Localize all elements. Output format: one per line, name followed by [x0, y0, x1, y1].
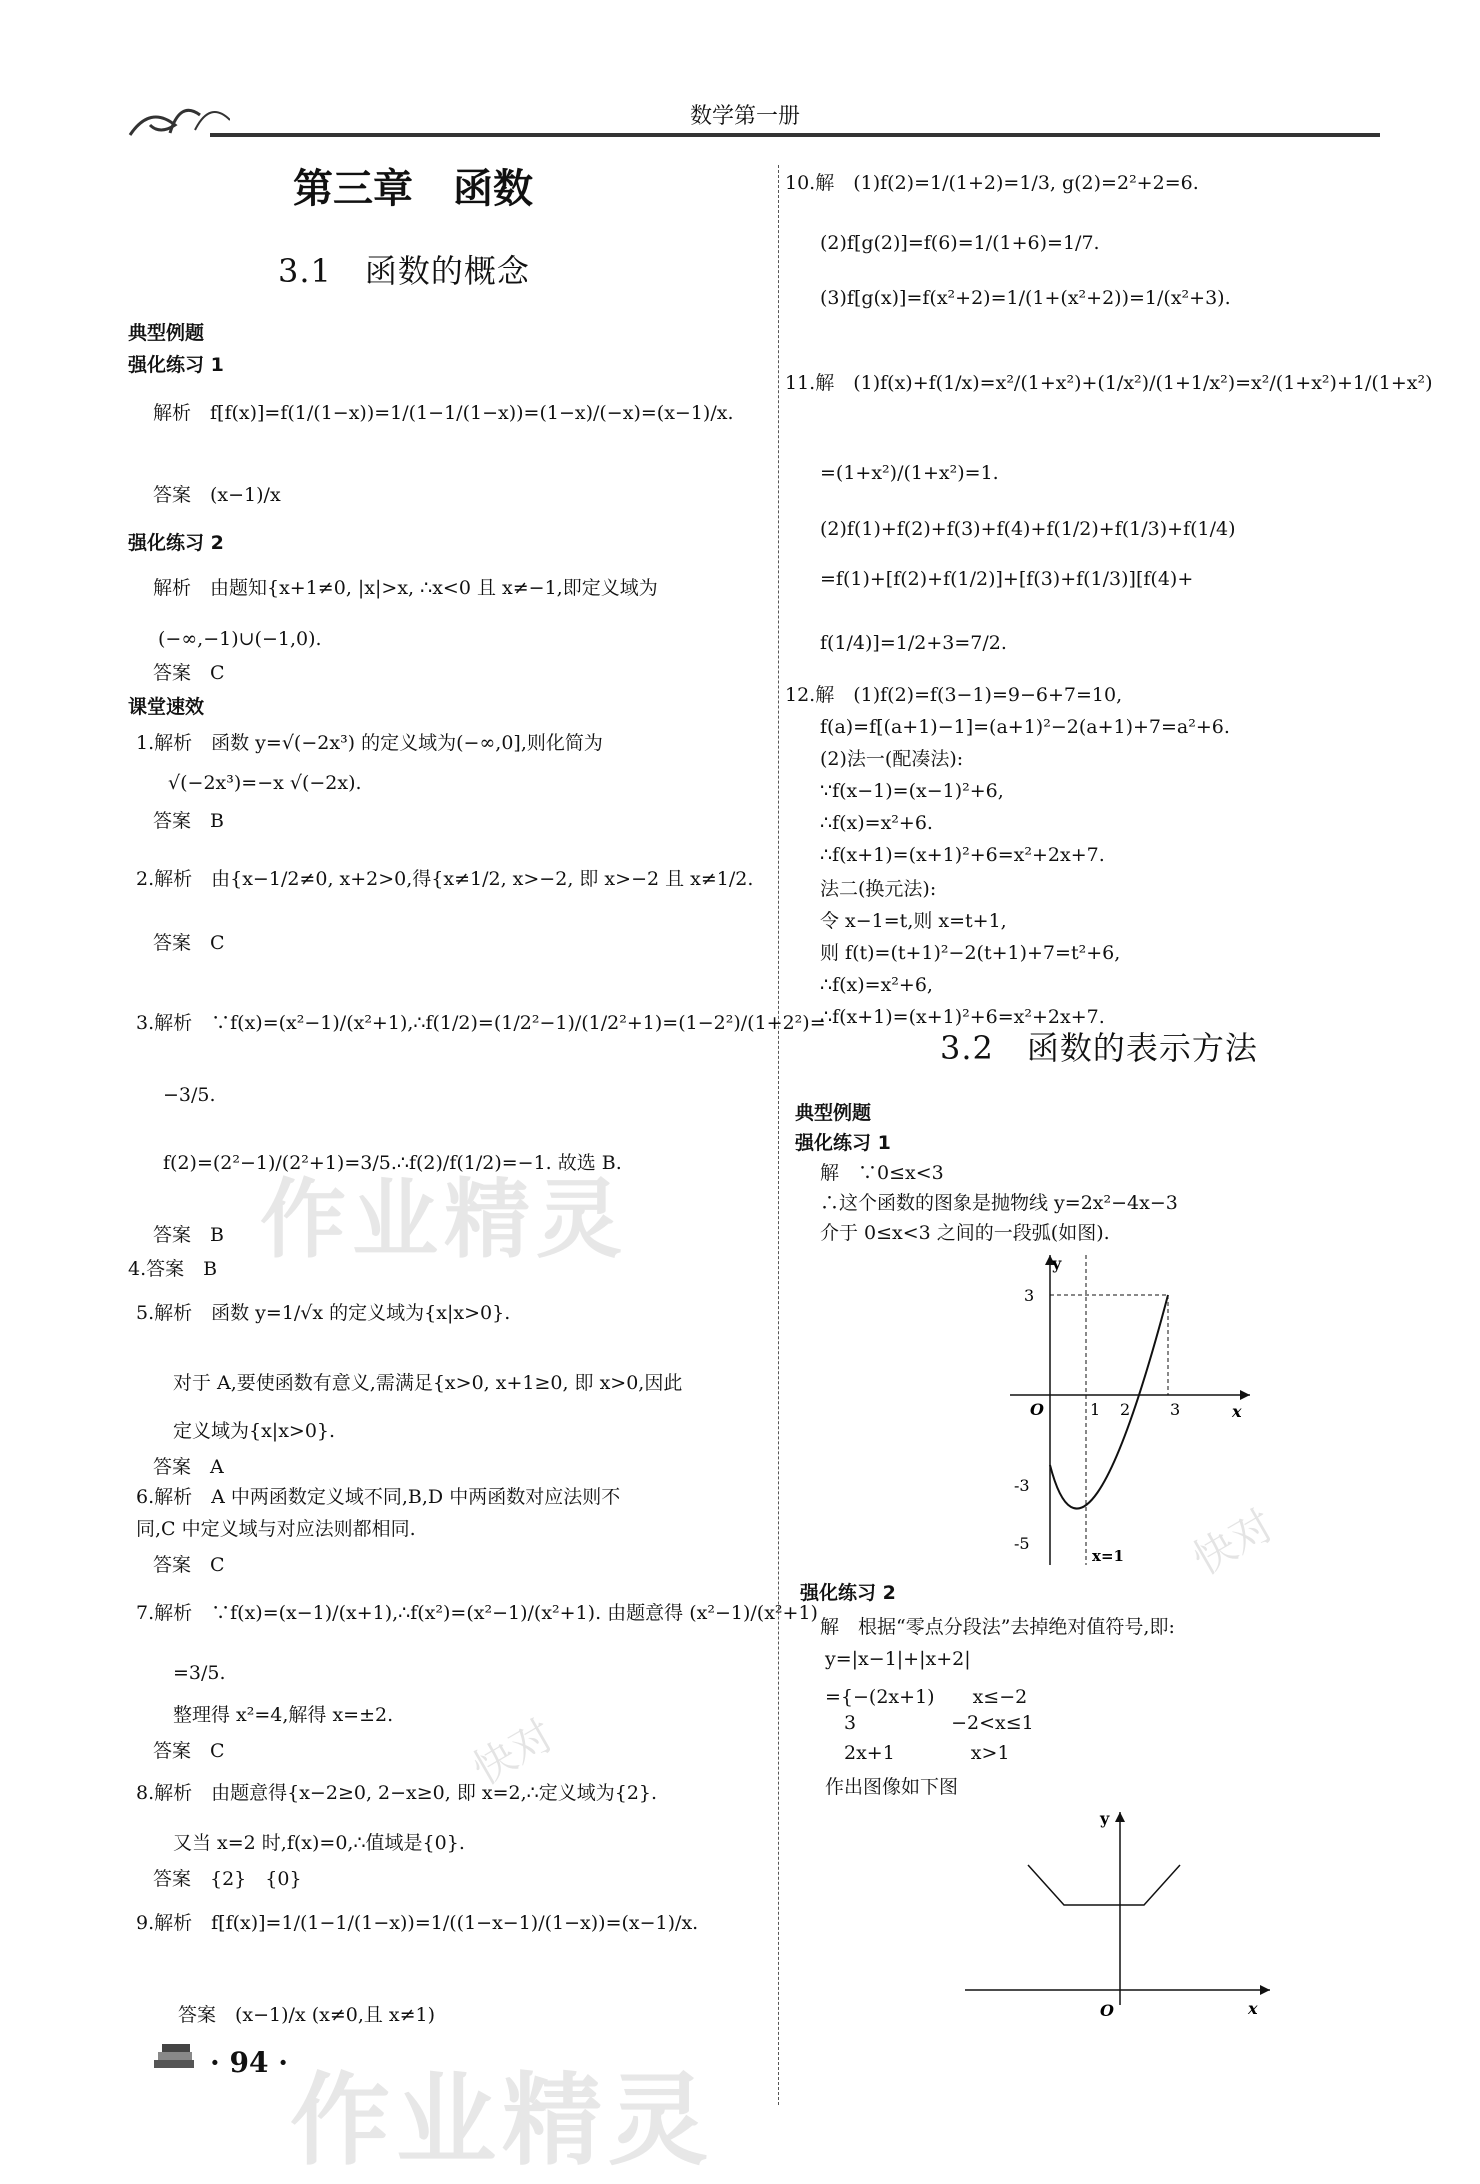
- rightTop-line: ∴f(x+1)=(x+1)²+6=x²+2x+7.: [820, 844, 1105, 866]
- abs-value-curve: [1028, 1865, 1180, 1905]
- rightBot-line: 解 根据“零点分段法”去掉绝对值符号,即:: [820, 1616, 1175, 1638]
- leftLines-line: 同,C 中定义域与对应法则都相同.: [136, 1518, 416, 1540]
- rightMid-line: 解 ∵0≤x<3: [820, 1162, 944, 1184]
- parabola-curve: [1050, 1295, 1168, 1509]
- leftLines-line: 答案 C: [153, 1740, 225, 1762]
- graph2-x-label: x: [1248, 1999, 1258, 2018]
- page-number: · 94 ·: [210, 2046, 288, 2079]
- tick-y-3: 3: [1024, 1286, 1035, 1305]
- rightMid-line: 介于 0≤x<3 之间的一段弧(如图).: [820, 1222, 1110, 1244]
- column-divider: [778, 165, 779, 2105]
- section-title: 3.1 函数的概念: [278, 252, 530, 290]
- rightTop-line: ∴f(x)=x²+6,: [820, 974, 933, 996]
- leftLines-line: 2.解析 由{x−1/2≠0, x+2>0,得{x≠1/2, x>−2, 即 x>−2 且 x≠1/2.: [136, 868, 754, 890]
- rightBot-line: ={−(2x+1) x≤−2: [825, 1686, 1028, 1708]
- vertex-label: x=1: [1092, 1547, 1124, 1565]
- leftLines-line: 对于 A,要使函数有意义,需满足{x>0, x+1≥0, 即 x>0,因此: [173, 1372, 683, 1394]
- tick-y-neg3: -3: [1014, 1476, 1030, 1495]
- tick-x-1: 1: [1090, 1400, 1101, 1419]
- decorative-logo-icon: [120, 95, 230, 145]
- rightTop-line: ∴f(x+1)=(x+1)²+6=x²+2x+7.: [820, 1006, 1105, 1028]
- rightTop-line: =f(1)+[f(2)+f(1/2)]+[f(3)+f(1/3)][f(4)+: [820, 568, 1194, 590]
- leftLines-line: 4.答案 B: [128, 1258, 218, 1280]
- rightBot-line: 作出图像如下图: [825, 1776, 959, 1798]
- rightMid-line: 强化练习 1: [795, 1132, 891, 1154]
- leftLines-line: 强化练习 1: [128, 354, 224, 376]
- leftLines-line: 3.解析 ∵f(x)=(x²−1)/(x²+1),∴f(1/2)=(1/2²−1)/(1/2²+1)=(1−2²)/(1+2²)=: [136, 1012, 826, 1034]
- leftLines-line: 典型例题: [128, 322, 205, 344]
- leftLines-line: −3/5.: [163, 1084, 216, 1106]
- rightTop-line: =(1+x²)/(1+x²)=1.: [820, 462, 999, 484]
- abs-value-graph: [960, 1810, 1280, 2030]
- graph2-y-arrow-icon: [1115, 1812, 1125, 1822]
- rightTop-line: (2)f[g(2)]=f(6)=1/(1+6)=1/7.: [820, 232, 1100, 254]
- leftLines-line: 答案 A: [153, 1456, 224, 1478]
- book-title: 数学第一册: [690, 104, 801, 129]
- books-icon: [150, 2040, 200, 2080]
- leftLines-line: 6.解析 A 中两函数定义域不同,B,D 中两函数对应法则不: [136, 1486, 621, 1508]
- rightBot-line: 2x+1 x>1: [825, 1742, 1010, 1764]
- rightTop-line: 12.解 (1)f(2)=f(3−1)=9−6+7=10,: [785, 684, 1123, 706]
- graph2-x-arrow-icon: [1260, 1985, 1270, 1995]
- header-rule: [210, 133, 1380, 137]
- leftLines-line: 课堂速效: [128, 696, 205, 718]
- leftLines-line: f(2)=(2²−1)/(2²+1)=3/5.∴f(2)/f(1/2)=−1. 故选 B.: [163, 1152, 622, 1174]
- leftLines-line: 强化练习 2: [128, 532, 224, 554]
- rightTop-line: f(a)=f[(a+1)−1]=(a+1)²−2(a+1)+7=a²+6.: [820, 716, 1230, 738]
- graph2-y-label: y: [1100, 1810, 1110, 1828]
- rightTop-line: (2)f(1)+f(2)+f(3)+f(4)+f(1/2)+f(1/3)+f(1/4): [820, 518, 1236, 540]
- leftLines-line: 答案 C: [153, 1554, 225, 1576]
- leftLines-line: 又当 x=2 时,f(x)=0,∴值域是{0}.: [173, 1832, 465, 1854]
- leftLines-line: 整理得 x²=4,解得 x=±2.: [173, 1704, 394, 1726]
- rightMid-line: 典型例题: [795, 1102, 872, 1124]
- page-header: [120, 95, 1380, 145]
- leftLines-line: 答案 (x−1)/x: [153, 484, 281, 506]
- leftLines-line: 7.解析 ∵f(x)=(x−1)/(x+1),∴f(x²)=(x²−1)/(x²+1). 由题意得 (x²−1)/(x²+1): [136, 1602, 818, 1624]
- watermark: 作业精灵: [260, 1170, 628, 1270]
- leftLines-line: 答案 B: [153, 810, 224, 832]
- section-title-3-2: 3.2 函数的表示方法: [940, 1029, 1258, 1067]
- rightTop-line: f(1/4)]=1/2+3=7/2.: [820, 632, 1007, 654]
- tick-y-neg5: -5: [1014, 1534, 1030, 1553]
- leftLines-line: 解析 由题知{x+1≠0, |x|>x, ∴x<0 且 x≠−1,即定义域为: [153, 577, 658, 599]
- tick-x-3: 3: [1170, 1400, 1181, 1419]
- rightTop-line: 法二(换元法):: [820, 878, 937, 900]
- rightTop-line: 10.解 (1)f(2)=1/(1+2)=1/3, g(2)=2²+2=6.: [785, 172, 1199, 194]
- leftLines-line: 答案 C: [153, 662, 225, 684]
- rightTop-line: 则 f(t)=(t+1)²−2(t+1)+7=t²+6,: [820, 942, 1121, 964]
- rightMid-line: ∴这个函数的图象是抛物线 y=2x²−4x−3: [820, 1192, 1178, 1214]
- leftLines-line: 答案 (x−1)/x (x≠0,且 x≠1): [178, 2004, 436, 2026]
- rightTop-line: (3)f[g(x)]=f(x²+2)=1/(1+(x²+2))=1/(x²+3).: [820, 287, 1231, 309]
- graph2-origin: O: [1100, 2001, 1114, 2020]
- watermark-bottom: 作业精灵: [290, 2062, 714, 2179]
- rightTop-line: 令 x−1=t,则 x=t+1,: [820, 910, 1007, 932]
- leftLines-line: 定义域为{x|x>0}.: [173, 1420, 336, 1442]
- rightTop-line: 11.解 (1)f(x)+f(1/x)=x²/(1+x²)+(1/x²)/(1+1/x²)=x²/(1+x²)+1/(1+x²): [785, 372, 1433, 394]
- x-arrow-icon: [1240, 1390, 1250, 1400]
- rightTop-line: (2)法一(配凑法):: [820, 748, 964, 770]
- rightTop-line: ∴f(x)=x²+6.: [820, 812, 933, 834]
- leftLines-line: 9.解析 f[f(x)]=1/(1−1/(1−x))=1/((1−x−1)/(1−x))=(x−1)/x.: [136, 1912, 699, 1934]
- leftLines-line: 1.解析 函数 y=√(−2x³) 的定义域为(−∞,0],则化简为: [136, 732, 603, 754]
- leftLines-line: (−∞,−1)∪(−1,0).: [158, 628, 322, 650]
- rightBot-line: 强化练习 2: [800, 1582, 896, 1604]
- leftLines-line: 8.解析 由题意得{x−2≥0, 2−x≥0, 即 x=2,∴定义域为{2}.: [136, 1782, 658, 1804]
- leftLines-line: 答案 C: [153, 932, 225, 954]
- rightBot-line: y=|x−1|+|x+2|: [825, 1648, 971, 1670]
- rightBot-line: 3 −2<x≤1: [825, 1712, 1034, 1734]
- watermark-small: 快对: [1184, 1499, 1282, 1585]
- leftLines-line: 5.解析 函数 y=1/√x 的定义域为{x|x>0}.: [136, 1302, 511, 1324]
- rightTop-line: ∵f(x−1)=(x−1)²+6,: [820, 780, 1004, 802]
- leftLines-line: √(−2x³)=−x √(−2x).: [168, 772, 362, 794]
- chapter-title: 第三章 函数: [293, 166, 533, 212]
- leftLines-line: =3/5.: [173, 1662, 226, 1684]
- leftLines-line: 答案 {2} {0}: [153, 1868, 302, 1890]
- graph1-y-label: y: [1052, 1255, 1062, 1273]
- leftLines-line: 解析 f[f(x)]=f(1/(1−x))=1/(1−1/(1−x))=(1−x)/(−x)=(x−1)/x.: [153, 402, 734, 424]
- tick-x-2: 2: [1120, 1400, 1131, 1419]
- graph1-origin: O: [1030, 1400, 1044, 1419]
- watermark-small-2: 快对: [464, 1709, 562, 1795]
- leftLines-line: 答案 B: [153, 1224, 224, 1246]
- graph1-x-label: x: [1232, 1402, 1242, 1421]
